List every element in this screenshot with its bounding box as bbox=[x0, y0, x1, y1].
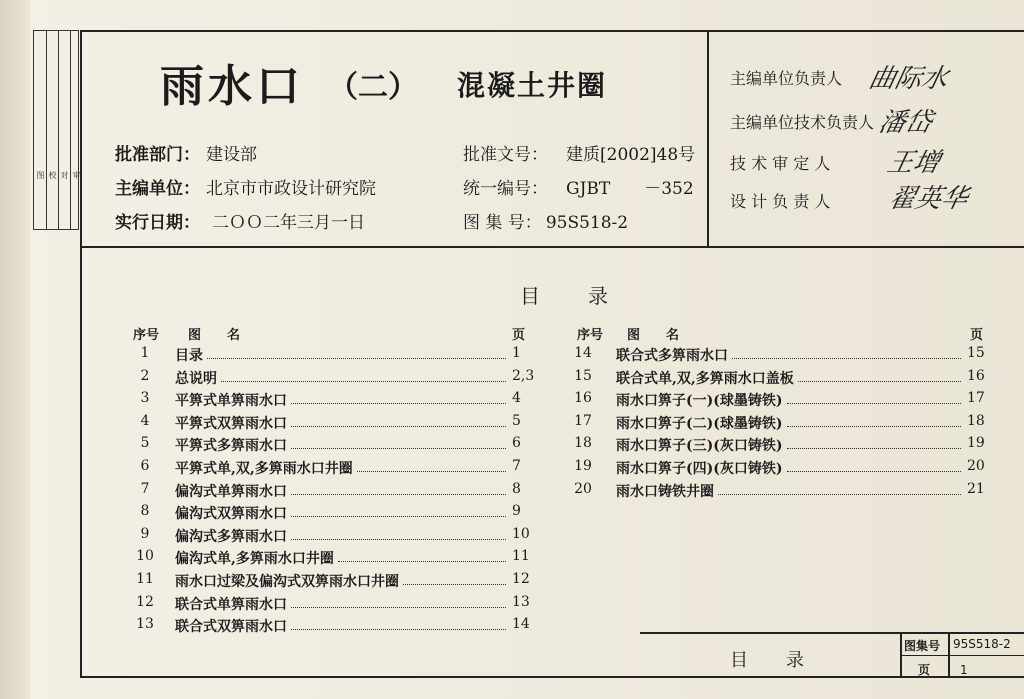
toc-row-name[interactable]: 雨水口箅子(四)(灰口铸铁) bbox=[616, 461, 783, 477]
toc-row[interactable] bbox=[130, 390, 550, 412]
toc-row-page: 17 bbox=[967, 390, 985, 407]
toc-row-name[interactable]: 雨水口铸铁井圈 bbox=[616, 483, 714, 500]
editor-unit-value: 北京市市政设计研究院 bbox=[206, 179, 376, 199]
toc-row-page: 15 bbox=[967, 345, 985, 361]
toc-row-name[interactable]: 偏沟式多箅雨水口 bbox=[175, 528, 287, 545]
approval-doc-value: 建质[2002]48号 bbox=[566, 145, 696, 165]
atlas-label: 图集号 bbox=[904, 639, 941, 653]
toc-row-number: 10 bbox=[136, 548, 154, 565]
toc-row-name[interactable]: 雨水口箅子(一)(球墨铸铁) bbox=[616, 393, 783, 410]
responsible-role-1: 主编单位负责人 bbox=[730, 69, 843, 88]
unified-no-row bbox=[463, 174, 694, 199]
toc-row[interactable] bbox=[130, 458, 550, 480]
page-label: 页 bbox=[918, 663, 931, 677]
toc-row-number: 3 bbox=[140, 390, 150, 407]
toc-row-page: 9 bbox=[512, 503, 521, 520]
page-title-suffix: （二） bbox=[328, 70, 418, 105]
toc-row-number: 8 bbox=[140, 503, 150, 520]
toc-row-number: 2 bbox=[140, 367, 150, 384]
toc-row-leader bbox=[291, 448, 506, 449]
toc-row-leader bbox=[787, 448, 961, 449]
toc-row-name[interactable]: 平箅式双箅雨水口 bbox=[175, 415, 287, 432]
atlas-no-row bbox=[463, 208, 628, 233]
toc-row-page: 10 bbox=[512, 525, 530, 542]
toc-row[interactable] bbox=[568, 368, 998, 390]
toc-row-leader bbox=[787, 426, 961, 427]
toc-row-leader bbox=[787, 403, 961, 404]
toc-row-page: 1 bbox=[512, 345, 521, 361]
signature-4: 翟英华 bbox=[886, 184, 971, 214]
responsible-role-4: 设 计 负 责 人 bbox=[730, 192, 831, 211]
approval-doc-label: 批准文号： bbox=[463, 145, 548, 165]
toc-row-leader bbox=[291, 494, 506, 495]
atlas-value: 95S518-2 bbox=[953, 637, 1011, 651]
toc-row-leader bbox=[718, 494, 961, 495]
toc-row[interactable] bbox=[568, 481, 998, 503]
effective-date-value: 二ＯＯ二年三月一日 bbox=[212, 213, 365, 233]
toc-row-number: 11 bbox=[136, 571, 154, 587]
responsible-role-2: 主编单位技术负责人 bbox=[730, 113, 875, 132]
toc-left-col-no: 序号 bbox=[133, 328, 160, 343]
toc-row[interactable] bbox=[568, 345, 998, 367]
binding-label-3: 对 bbox=[60, 171, 69, 179]
toc-row-number: 4 bbox=[140, 412, 150, 429]
toc-row-name[interactable]: 雨水口箅子(三)(灰口铸铁) bbox=[616, 438, 783, 455]
toc-left-col-page: 页 bbox=[512, 328, 526, 343]
toc-row-leader bbox=[221, 381, 506, 382]
toc-row-page: 16 bbox=[967, 367, 985, 384]
title-block-name: 目 录 bbox=[730, 650, 814, 671]
toc-row-leader bbox=[291, 403, 506, 404]
toc-row-leader bbox=[291, 539, 506, 540]
toc-row-leader bbox=[291, 516, 506, 517]
toc-row-page: 19 bbox=[967, 435, 985, 452]
toc-row-leader bbox=[403, 584, 506, 585]
approval-dept-label: 批准部门： bbox=[115, 145, 200, 165]
toc-row-leader bbox=[291, 426, 506, 427]
page-gutter bbox=[0, 0, 30, 699]
editor-unit-row bbox=[115, 174, 376, 199]
toc-row-number: 17 bbox=[574, 412, 592, 429]
toc-row-name[interactable]: 偏沟式单箅雨水口 bbox=[175, 483, 287, 500]
toc-row-number: 7 bbox=[140, 480, 150, 497]
toc-row-number: 19 bbox=[574, 458, 592, 474]
toc-row-name[interactable]: 联合式单箅雨水口 bbox=[175, 596, 287, 613]
toc-row-name[interactable]: 偏沟式双箅雨水口 bbox=[175, 506, 287, 523]
toc-row-number: 20 bbox=[574, 480, 592, 497]
toc-row[interactable] bbox=[130, 616, 550, 638]
toc-row-page: 5 bbox=[512, 412, 521, 429]
header-vertical-divider bbox=[707, 30, 709, 246]
toc-row-leader bbox=[357, 471, 506, 472]
toc-row-page: 11 bbox=[512, 548, 530, 565]
page-subtitle: 混凝土井圈 bbox=[457, 69, 608, 102]
toc-row-page: 13 bbox=[512, 593, 530, 610]
toc-title: 目 录 bbox=[520, 284, 622, 308]
toc-row[interactable] bbox=[130, 548, 550, 570]
approval-doc-row bbox=[463, 140, 695, 165]
responsible-role-3: 技 术 审 定 人 bbox=[730, 154, 831, 173]
toc-row-page: 7 bbox=[512, 458, 521, 474]
toc-row[interactable] bbox=[130, 526, 550, 548]
toc-row-leader bbox=[291, 629, 506, 630]
toc-right-col-no: 序号 bbox=[577, 328, 604, 343]
signature-3: 王增 bbox=[884, 148, 943, 178]
atlas-no-label: 图 集 号： bbox=[463, 213, 542, 233]
toc-row-name[interactable]: 总说明 bbox=[175, 370, 217, 387]
toc-row-name[interactable]: 联合式单,双,多箅雨水口盖板 bbox=[616, 370, 794, 387]
toc-row-page: 2,3 bbox=[512, 367, 535, 384]
toc-row-name[interactable]: 联合式双箅雨水口 bbox=[175, 619, 287, 636]
toc-row-number: 16 bbox=[574, 390, 592, 407]
toc-row-page: 12 bbox=[512, 571, 530, 587]
toc-row-number: 18 bbox=[574, 435, 592, 452]
toc-row[interactable] bbox=[130, 594, 550, 616]
toc-row-leader bbox=[207, 358, 506, 359]
toc-row[interactable] bbox=[568, 435, 998, 457]
toc-row-name[interactable]: 平箅式单箅雨水口 bbox=[175, 393, 287, 410]
toc-row-name[interactable]: 平箅式单,双,多箅雨水口井圈 bbox=[175, 461, 353, 477]
unified-no-label: 统一编号： bbox=[463, 179, 548, 199]
toc-row-name[interactable]: 联合式多箅雨水口 bbox=[616, 348, 728, 364]
toc-row[interactable] bbox=[130, 481, 550, 503]
unified-no-value: GJBT －352 bbox=[566, 179, 694, 199]
toc-right-col-name: 图 名 bbox=[627, 328, 680, 343]
toc-left-col-name: 图 名 bbox=[188, 328, 241, 343]
toc-row[interactable] bbox=[130, 435, 550, 457]
toc-row[interactable] bbox=[568, 390, 998, 412]
toc-row-number: 5 bbox=[140, 435, 150, 452]
page-value: 1 bbox=[960, 663, 968, 677]
toc-row[interactable] bbox=[130, 503, 550, 525]
approval-dept-row bbox=[115, 140, 257, 165]
toc-row-number: 9 bbox=[140, 525, 150, 542]
toc-row-number: 12 bbox=[136, 593, 154, 610]
toc-row-name[interactable]: 目录 bbox=[175, 348, 203, 364]
toc-row-number: 1 bbox=[140, 345, 150, 361]
binding-label-1: 图 bbox=[36, 171, 45, 179]
effective-date-label: 实行日期： bbox=[115, 213, 200, 233]
toc-row-page: 20 bbox=[967, 458, 985, 474]
toc-row-page: 6 bbox=[512, 435, 521, 452]
toc-row[interactable] bbox=[568, 413, 998, 435]
toc-row-page: 4 bbox=[512, 390, 521, 407]
page-title: 雨水口 bbox=[160, 61, 304, 112]
toc-row-page: 21 bbox=[967, 480, 985, 497]
toc-row[interactable] bbox=[130, 571, 550, 593]
toc-row-name[interactable]: 雨水口过梁及偏沟式双箅雨水口井圈 bbox=[175, 574, 399, 590]
binding-strip bbox=[33, 30, 79, 230]
toc-row-number: 13 bbox=[136, 616, 154, 633]
editor-unit-label: 主编单位： bbox=[115, 179, 200, 199]
binding-label-2: 校 bbox=[48, 171, 57, 179]
toc-row-page: 14 bbox=[512, 616, 530, 633]
toc-row-number: 15 bbox=[574, 367, 592, 384]
toc-row-leader bbox=[732, 358, 961, 359]
toc-row-leader bbox=[338, 561, 506, 562]
binding-label-4: 审 bbox=[72, 171, 81, 179]
toc-row-number: 14 bbox=[574, 345, 592, 361]
effective-date-row bbox=[115, 208, 365, 233]
toc-row-number: 6 bbox=[140, 458, 150, 474]
toc-row-name[interactable]: 雨水口箅子(二)(球墨铸铁) bbox=[616, 415, 783, 432]
approval-dept-value: 建设部 bbox=[206, 145, 257, 165]
toc-row-page: 8 bbox=[512, 480, 521, 497]
title-block-row-divider bbox=[900, 655, 1024, 656]
signature-1: 曲际水 bbox=[866, 64, 951, 94]
toc-row-page: 18 bbox=[967, 412, 985, 429]
toc-row-name[interactable]: 偏沟式单,多箅雨水口井圈 bbox=[175, 551, 334, 568]
toc-row[interactable] bbox=[130, 345, 550, 367]
toc-row[interactable] bbox=[130, 368, 550, 390]
toc-row[interactable] bbox=[568, 458, 998, 480]
toc-row-leader bbox=[291, 607, 506, 608]
atlas-no-value: 95S518-2 bbox=[545, 213, 629, 233]
toc-row-name[interactable]: 平箅式多箅雨水口 bbox=[175, 438, 287, 455]
header-divider bbox=[80, 246, 1024, 248]
toc-row[interactable] bbox=[130, 413, 550, 435]
toc-right-col-page: 页 bbox=[970, 328, 984, 343]
signature-2: 潘岱 bbox=[876, 108, 935, 138]
toc-row-leader bbox=[787, 471, 961, 472]
toc-row-leader bbox=[798, 381, 961, 382]
